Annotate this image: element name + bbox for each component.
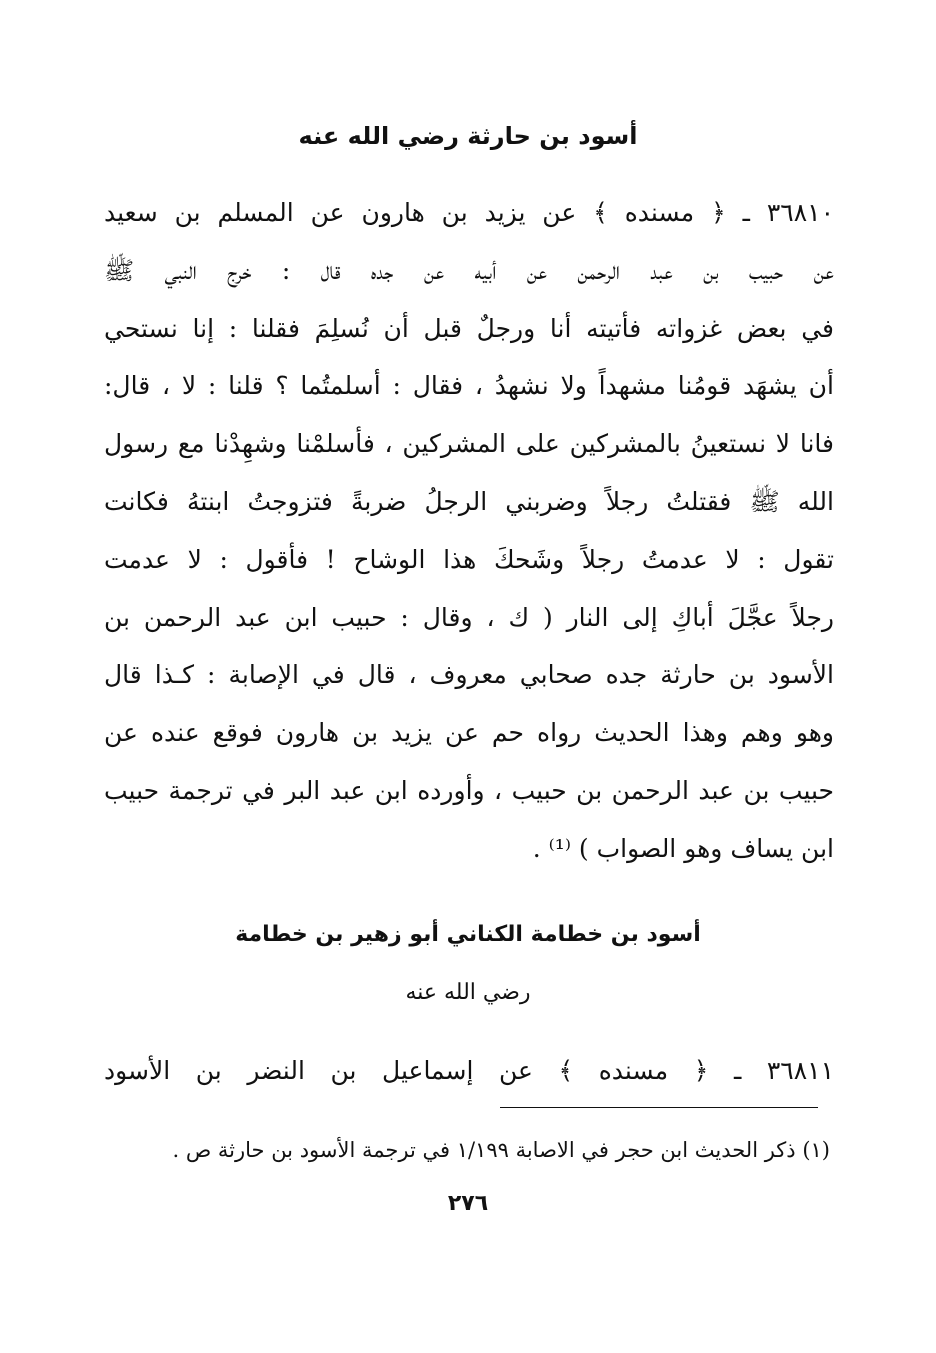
hadith-entry-36811: [104, 1042, 834, 1100]
section-heading-aswad-ibn-haritha: أسود بن حارثة رضي الله عنه: [298, 122, 638, 150]
text-line: وهو وهم وهذا الحديث رواه حم عن يزيد بن هارون فوقع عنده عن: [104, 718, 834, 748]
text-line: ٣٦٨١١ ـ ﴿ مسنده ﴾ عن إسماعيل بن النضر بن الأسود: [104, 1056, 834, 1085]
text-line: ابن يساف وهو الصواب ) ⁽¹⁾ .: [532, 833, 834, 863]
text-line: رجلاً عجَّلَ أباكِ إلى النار ( ك ، وقال : حبيب ابن عبد الرحمن بن: [104, 602, 834, 632]
text-line: فانا لا نستعينُ بالمشركين على المشركين ، فأسلمْنا وشهِدْنا مع رسول: [104, 429, 834, 459]
section-heading-benediction: رضي الله عنه: [405, 980, 531, 1005]
page-number: ٢٧٦: [447, 1191, 489, 1216]
footnote: (١) ذكر الحديث ابن حجر في الاصابة ١/١٩٩ في ترجمة الأسود بن حارثة ص .: [172, 1138, 830, 1162]
hadith-entry-36810: [104, 184, 834, 878]
section-heading-aswad-ibn-khitama: أسود بن خطامة الكناني أبو زهير بن خطامة: [235, 922, 701, 947]
text-line: تقول : لا عدمتُ رجلاً وشَحكَ هذا الوشاح ! فأقول : لا عدمت: [104, 544, 834, 574]
text-line: الأسود بن حارثة جده صحابي معروف ، قال في الإصابة : كـذا قال: [104, 660, 834, 690]
text-line: أن يشهَد قومُنا مشهداً ولا نشهدُ ، فقال : أسلمتُما ؟ قلنا : لا ، قال:: [104, 371, 834, 401]
footnote-divider: [500, 1107, 818, 1108]
text-line: ٣٦٨١٠ ـ ﴿ مسنده ﴾ عن يزيد بن هارون عن المسلم بن سعيد: [104, 198, 834, 227]
text-line: حبيب بن عبد الرحمن بن حبيب ، وأورده ابن عبد البر في ترجمة حبيب: [104, 775, 834, 805]
text-line: الله ﷺ فقتلتُ رجلاً وضربني الرجلُ ضربةً فتزوجتُ ابنتهُ فكانت: [104, 486, 834, 516]
text-line: في بعض غزواته فأتيته أنا ورجلٌ قبل أن نُسلِمَ فقلنا : إنا نستحي: [104, 313, 834, 343]
text-line: عن حبيب بن عبد الرحمن عن أبيه عن جده قال : خرج النبي ﷺ: [104, 255, 834, 285]
